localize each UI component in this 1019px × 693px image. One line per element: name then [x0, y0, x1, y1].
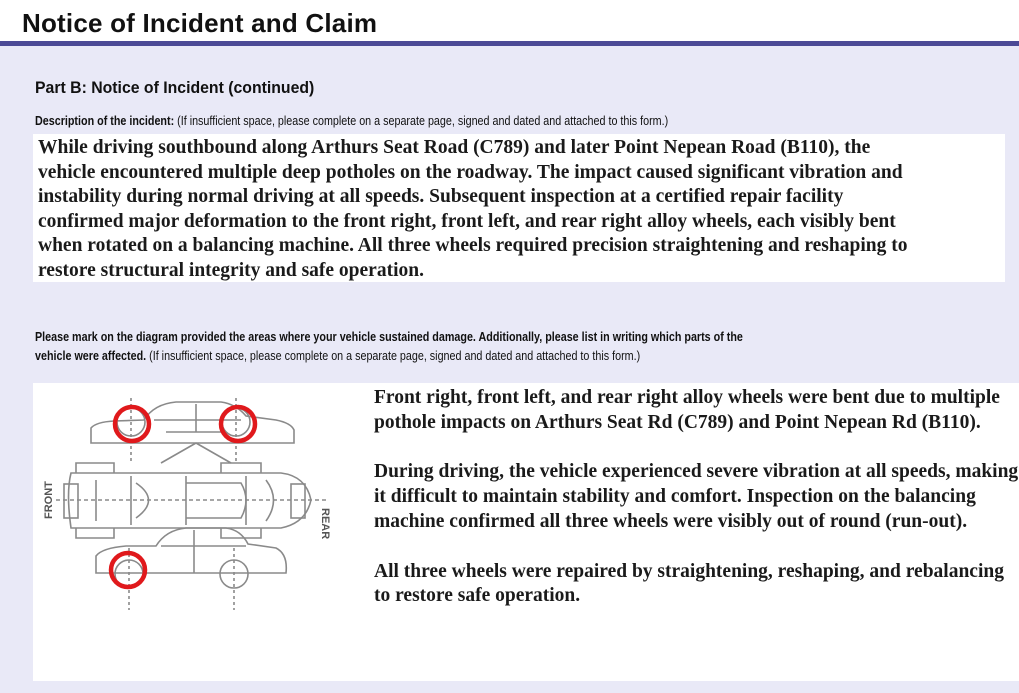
top-view: [56, 463, 326, 538]
damage-description: [374, 386, 1019, 634]
vehicle-damage-diagram[interactable]: [36, 388, 356, 613]
section-heading: Part B: Notice of Incident (continued): [35, 78, 315, 97]
header-bar: [0, 0, 1019, 44]
left-side-view: [96, 528, 286, 610]
damage-instruction-line1: Please mark on the diagram provided the areas where your vehicle sustained damage. Additionally, please list in writing which parts of the: [35, 330, 743, 344]
description-label: Description of the incident:: [35, 114, 175, 128]
description-text: While driving southbound along Arthurs Seat Road (C789) and later Point Nepean Road (B110), the vehicle encountered multiple deep potholes on the roadway. The impact caused significant vibration and instability during normal driving at all speeds. Subsequent inspection at a certified repair facility confirmed major deformation to the front right, front left, and rear right alloy wheels, each visibly bent when rotated on a balancing machine. All three wheels required precision straightening and reshaping to restore structural integrity and safe operation.: [38, 137, 908, 281]
front-label: FRONT: [43, 481, 55, 519]
description-label-row: [35, 114, 668, 128]
damage-paragraph: All three wheels were repaired by straightening, reshaping, and rebalancing to restore safe operation.: [374, 560, 1004, 607]
document-title: Notice of Incident and Claim: [22, 8, 378, 38]
right-side-view: [91, 398, 294, 463]
damage-instruction-note: (If insufficient space, please complete on a separate page, signed and dated and attached to this form.): [149, 349, 641, 363]
description-note: (If insufficient space, please complete on a separate page, signed and dated and attached to this form.): [177, 114, 669, 128]
damage-instruction-line2: vehicle were affected.: [35, 349, 147, 363]
damage-paragraph: During driving, the vehicle experienced severe vibration at all speeds, making it difficult to maintain stability and comfort. Inspection on the balancing machine confirmed all three wheels were visibly out of round (run-out).: [374, 461, 1019, 532]
rear-label: REAR: [319, 508, 331, 540]
damage-paragraph: Front right, front left, and rear right alloy wheels were bent due to multiple pothole impacts on Arthurs Seat Rd (C789) and Point Nepean Rd (B110).: [374, 387, 1000, 433]
damage-instructions: [35, 328, 878, 366]
